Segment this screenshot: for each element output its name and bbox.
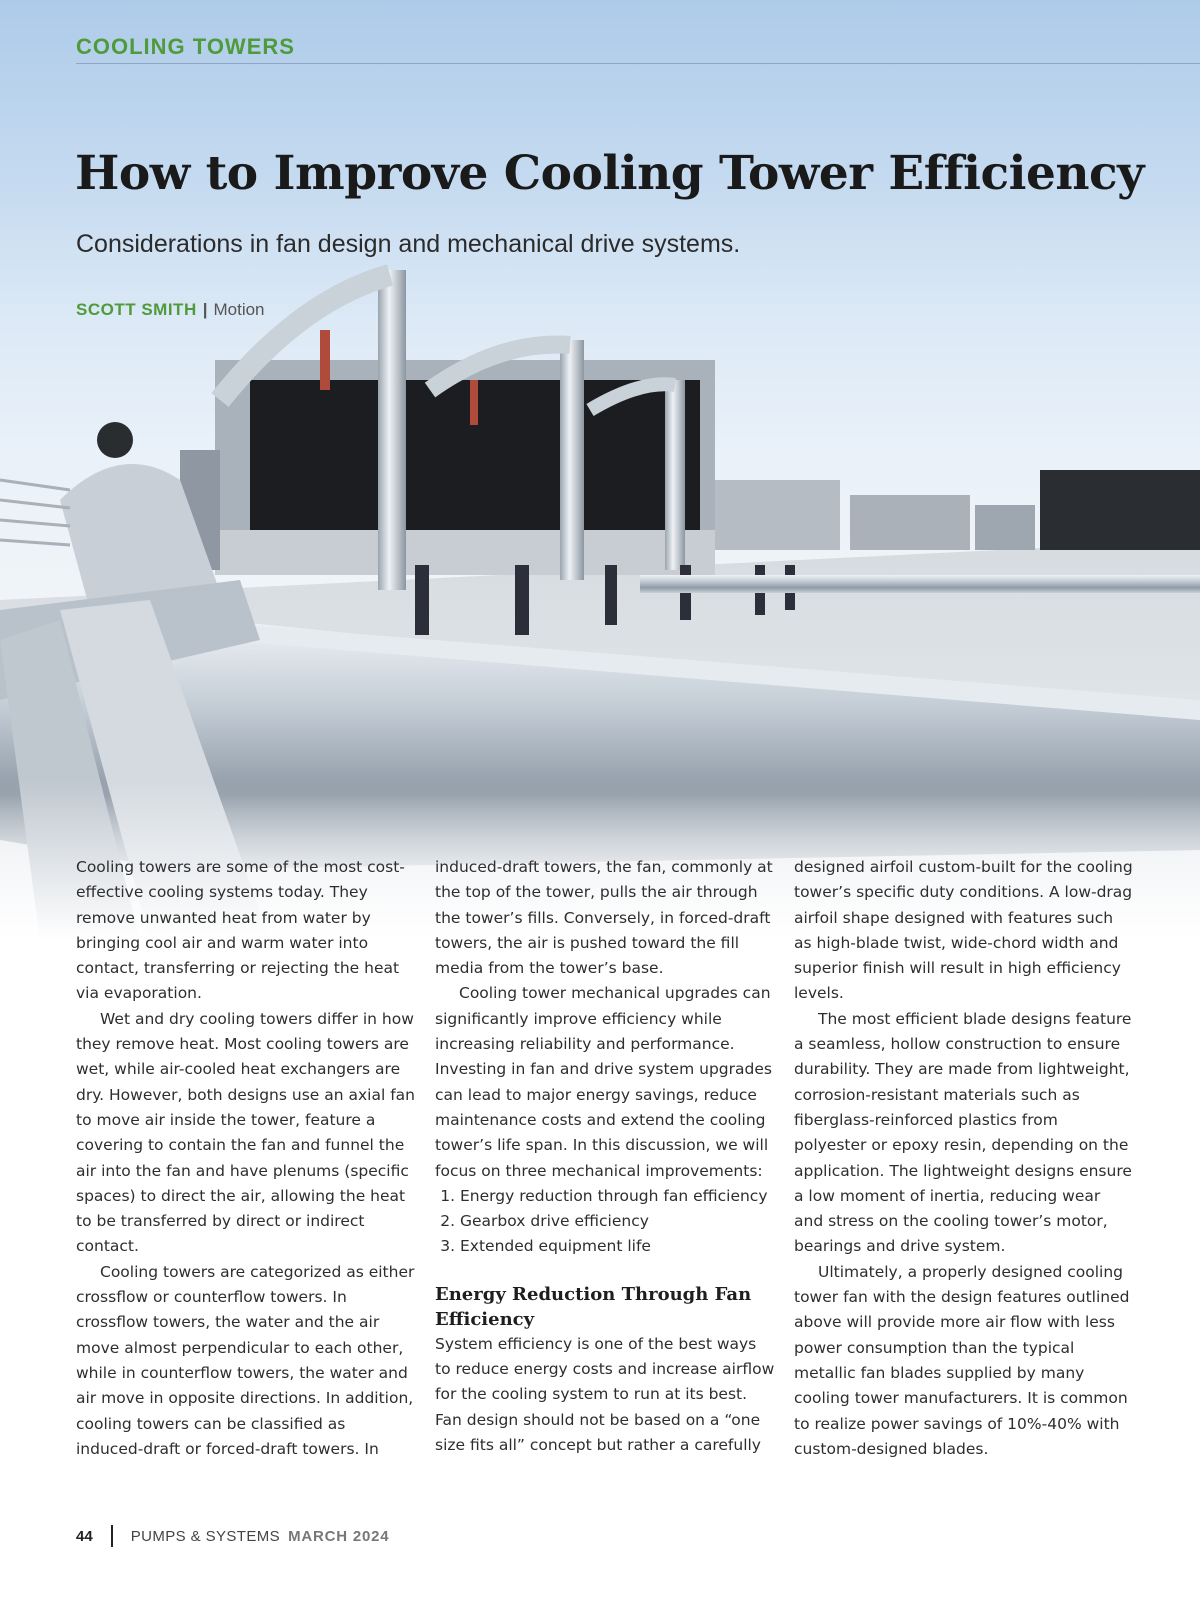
section-label: COOLING TOWERS: [76, 34, 295, 59]
list-item: 2. Gearbox drive efficiency: [460, 1209, 775, 1234]
issue-date: MARCH 2024: [288, 1527, 390, 1545]
author-name: SCOTT SMITH: [76, 300, 197, 319]
page-subtitle: Considerations in fan design and mechanical drive systems.: [76, 230, 741, 258]
article-column-2: [435, 855, 775, 1458]
paragraph: Ultimately, a properly designed cooling tower fan with the design features outlined above will provide more air flow with less power consumption than the typical metallic fan blades supplied by many cooling tower manufacturers. It is common to realize power savings of 10%-40% with custom-designed blades.: [794, 1262, 1130, 1458]
list-item: 1. Energy reduction through fan efficiency: [460, 1184, 775, 1209]
paragraph: The most efficient blade designs feature a seamless, hollow construction to ensure durability. They are made from lightweight, corrosion-resistant materials such as fiberglass-reinforced plastics from polyester or epoxy resin, depending on the application. The lightweight designs ensure a low moment of inertia, reducing wear and stress on the cooling tower’s motor, bearings and drive system.: [794, 1009, 1132, 1256]
page-title: How to Improve Cooling Tower Efficiency: [75, 146, 1144, 201]
paragraph: System efficiency is one of the best ways to reduce energy costs and increase airflow for the cooling system to run at its best. Fan design should not be based on a “one size fits all” concept but rather a carefully: [435, 1334, 775, 1454]
list-item: 3. Extended equipment life: [460, 1234, 775, 1259]
page-number: 44: [76, 1527, 93, 1545]
section-heading: Energy Reduction Through Fan Efficiency: [435, 1283, 752, 1330]
paragraph: Wet and dry cooling towers differ in how they remove heat. Most cooling towers are wet, while air-cooled heat exchangers are dry. However, both designs use an axial fan to move air inside the tower, feature a covering to contain the fan and funnel the air into the fan and have plenums (specific spaces) to direct the air, allowing the heat to be transferred by direct or indirect contact.: [76, 1009, 415, 1256]
byline-separator: |: [202, 300, 208, 319]
page-footer: [76, 1525, 389, 1547]
footer-divider: [111, 1525, 113, 1547]
article-column-1: [76, 855, 416, 1462]
paragraph: induced-draft towers, the fan, commonly at the top of the tower, pulls the air through the tower’s fills. Conversely, in forced-draft towers, the air is pushed toward the fill media from the tower’s base.: [435, 858, 773, 978]
author-organization: Motion: [213, 300, 265, 319]
byline: [76, 300, 265, 320]
improvements-list: [435, 1184, 775, 1260]
paragraph: Cooling tower mechanical upgrades can significantly improve efficiency while increasing reliability and performance. Investing in fan and drive system upgrades can lead to major energy savings, reduce maintenance costs and extend the cooling tower’s life span. In this discussion, we will focus on three mechanical improvements:: [435, 984, 772, 1180]
section-divider: [76, 63, 1200, 64]
article-column-3: [794, 855, 1134, 1462]
paragraph: designed airfoil custom-built for the cooling tower’s specific duty conditions. A low-drag airfoil shape designed with features such as high-blade twist, wide-chord width and superior finish will result in high efficiency levels.: [794, 858, 1133, 1003]
paragraph: Cooling towers are categorized as either crossflow or counterflow towers. In crossflow towers, the water and the air move almost perpendicular to each other, while in counterflow towers, the water and air move in opposite directions. In addition, cooling towers can be classified as induced-draft or forced-draft towers. In: [76, 1262, 415, 1458]
paragraph: Cooling towers are some of the most cost-effective cooling systems today. They remove unwanted heat from water by bringing cool air and warm water into contact, transferring or rejecting the heat via evaporation.: [76, 858, 405, 1003]
publication-name: PUMPS & SYSTEMS: [130, 1527, 281, 1545]
